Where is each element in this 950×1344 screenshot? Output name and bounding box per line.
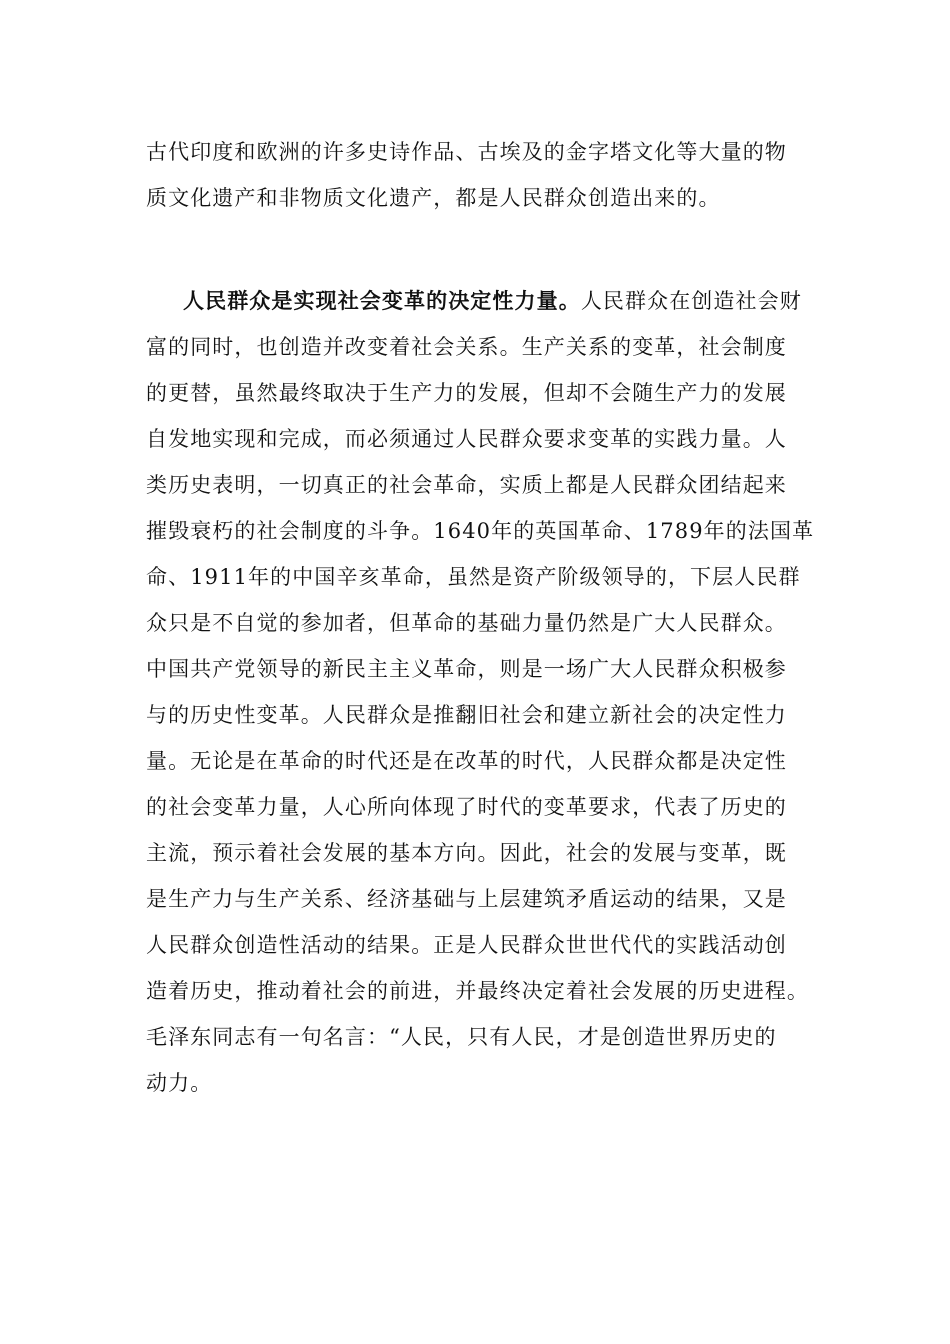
paragraph-2-line-15: 人民群众创造性活动的结果。正是人民群众世世代代的实践活动创 bbox=[146, 933, 787, 957]
paragraph-2-line-10: 与的历史性变革。人民群众是推翻旧社会和建立新社会的决定性力 bbox=[146, 703, 787, 727]
paragraph-2-line-4: 自发地实现和完成，而必须通过人民群众要求变革的实践力量。人 bbox=[146, 427, 787, 451]
paragraph-2-line-1 bbox=[183, 286, 826, 316]
paragraph-2-line-6: 摧毁衰朽的社会制度的斗争。1640年的英国革命、1789年的法国革 bbox=[146, 519, 815, 543]
paragraph-2-line-13: 主流，预示着社会发展的基本方向。因此，社会的发展与变革，既 bbox=[146, 841, 787, 865]
paragraph-2-heading: 人民群众是实现社会变革的决定性力量。 bbox=[183, 288, 581, 313]
paragraph-2-line-1-text: 人民群众在创造社会财 bbox=[580, 289, 802, 313]
paragraph-2-line-7: 命、1911年的中国辛亥革命，虽然是资产阶级领导的，下层人民群 bbox=[146, 565, 801, 589]
paragraph-2-line-3: 的更替，虽然最终取决于生产力的发展，但却不会随生产力的发展 bbox=[146, 381, 787, 405]
paragraph-1-line-1: 古代印度和欧洲的许多史诗作品、古埃及的金字塔文化等大量的物 bbox=[146, 140, 787, 164]
paragraph-2-line-9: 中国共产党领导的新民主主义革命，则是一场广大人民群众积极参 bbox=[146, 657, 787, 681]
paragraph-2-line-12: 的社会变革力量，人心所向体现了时代的变革要求，代表了历史的 bbox=[146, 795, 787, 819]
paragraph-2-line-2: 富的同时，也创造并改变着社会关系。生产关系的变革，社会制度 bbox=[146, 335, 787, 359]
paragraph-2-line-5: 类历史表明，一切真正的社会革命，实质上都是人民群众团结起来 bbox=[146, 473, 787, 497]
paragraph-1-line-2: 质文化遗产和非物质文化遗产，都是人民群众创造出来的。 bbox=[146, 186, 721, 210]
paragraph-2-line-11: 量。无论是在革命的时代还是在改革的时代，人民群众都是决定性 bbox=[146, 749, 787, 773]
paragraph-2-line-8: 众只是不自觉的参加者，但革命的基础力量仍然是广大人民群众。 bbox=[146, 611, 787, 635]
paragraph-2-line-17: 毛泽东同志有一句名言：“人民，只有人民，才是创造世界历史的 bbox=[146, 1025, 777, 1049]
paragraph-2-line-18: 动力。 bbox=[146, 1071, 213, 1095]
paragraph-2-line-14: 是生产力与生产关系、经济基础与上层建筑矛盾运动的结果，又是 bbox=[146, 887, 787, 911]
paragraph-2-line-16: 造着历史，推动着社会的前进，并最终决定着社会发展的历史进程。 bbox=[146, 979, 809, 1003]
